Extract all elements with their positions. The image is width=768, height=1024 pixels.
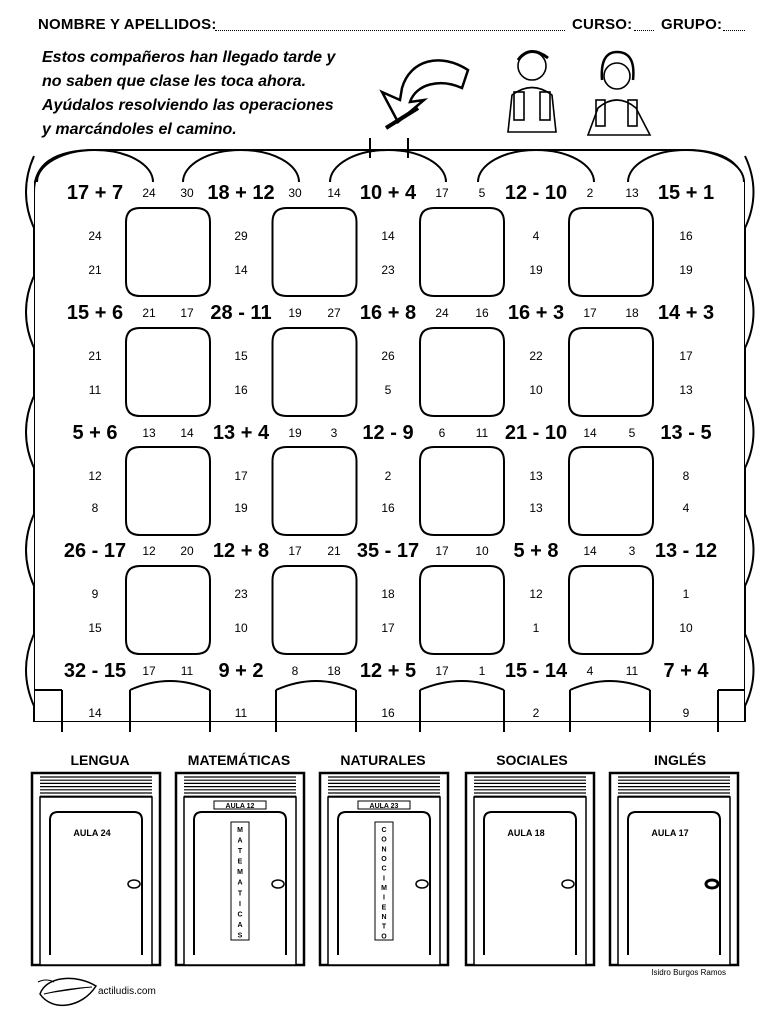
answer-number: 29 xyxy=(234,229,248,243)
answer-number: 17 xyxy=(180,306,194,320)
expression: 12 + 8 xyxy=(212,540,270,562)
answer-number: 13 xyxy=(529,469,543,483)
answer-number: 13 xyxy=(679,383,693,397)
answer-number: 21 xyxy=(88,263,102,277)
expression: 14 + 3 xyxy=(657,302,715,324)
answer-number: 4 xyxy=(682,501,690,515)
classroom-door xyxy=(176,773,304,965)
answer-number: 14 xyxy=(583,544,597,558)
answer-number: 16 xyxy=(381,706,395,720)
subject-matematicas: MATEMÁTICAS xyxy=(187,752,291,768)
classroom-door xyxy=(320,773,448,965)
door-sign-letter: M xyxy=(237,827,243,834)
door-sign-letter: E xyxy=(237,858,243,866)
answer-number: 17 xyxy=(583,306,597,320)
expression: 5 + 6 xyxy=(72,422,118,444)
classroom-door xyxy=(466,773,594,965)
door-sign-letter: O xyxy=(381,856,387,863)
answer-number: 18 xyxy=(381,587,395,601)
door-sign-letter: O xyxy=(381,836,387,844)
answer-number: 14 xyxy=(327,186,341,200)
door-sign-letter: M xyxy=(381,885,387,892)
answer-number: 5 xyxy=(384,383,392,397)
answer-number: 19 xyxy=(234,501,248,515)
answer-number: 26 xyxy=(381,349,395,363)
answer-number: 14 xyxy=(381,229,395,243)
subject-ingles: INGLÉS xyxy=(653,752,707,768)
instruction-line: no saben que clase les toca ahora. xyxy=(42,73,307,90)
answer-number: 9 xyxy=(91,587,99,601)
answer-number: 9 xyxy=(682,706,690,720)
answer-number: 8 xyxy=(682,469,690,483)
answer-number: 17 xyxy=(142,664,156,678)
answer-number: 14 xyxy=(88,706,102,720)
answer-number: 8 xyxy=(291,664,299,678)
answer-number: 21 xyxy=(327,544,341,558)
answer-number: 2 xyxy=(586,186,594,200)
answer-number: 11 xyxy=(234,706,248,720)
expression: 7 + 4 xyxy=(663,660,709,682)
answer-number: 16 xyxy=(234,383,248,397)
door-sign-letter: N xyxy=(381,914,387,921)
answer-number: 1 xyxy=(532,621,540,635)
answer-number: 11 xyxy=(625,664,639,678)
classroom-door xyxy=(610,773,738,965)
course-label: CURSO: xyxy=(572,16,633,33)
answer-number: 17 xyxy=(435,186,449,200)
door-plate-label: AULA 23 xyxy=(369,803,399,810)
expression: 12 + 5 xyxy=(359,660,417,682)
door-plate-label: AULA 12 xyxy=(225,803,255,810)
answer-number: 17 xyxy=(234,469,248,483)
answer-number: 21 xyxy=(142,306,156,320)
door-sign-letter: M xyxy=(237,869,243,877)
expression: 13 - 12 xyxy=(654,540,718,562)
door-handle-icon xyxy=(272,880,284,888)
door-handle-icon xyxy=(128,880,140,888)
answer-number: 12 xyxy=(529,587,543,601)
answer-number: 15 xyxy=(88,621,102,635)
expression: 12 - 9 xyxy=(362,422,414,444)
door-sign-letter: E xyxy=(381,904,387,912)
answer-number: 19 xyxy=(288,426,302,440)
answer-number: 17 xyxy=(381,621,395,635)
answer-number: 8 xyxy=(91,501,99,515)
answer-number: 19 xyxy=(529,263,543,277)
door-sign-letter: A xyxy=(237,879,243,887)
answer-number: 15 xyxy=(234,349,248,363)
door-room-label: AULA 24 xyxy=(73,828,111,838)
answer-number: 17 xyxy=(288,544,302,558)
subject-lengua: LENGUA xyxy=(70,752,130,768)
door-sign-letter: I xyxy=(239,900,241,908)
door-sign-letter: I xyxy=(383,875,385,883)
expression: 15 + 1 xyxy=(657,182,715,204)
expression: 15 - 14 xyxy=(504,660,568,682)
answer-number: 3 xyxy=(628,544,636,558)
answer-number: 24 xyxy=(88,229,102,243)
door-sign-letter: I xyxy=(383,894,385,902)
answer-number: 12 xyxy=(88,469,102,483)
answer-number: 19 xyxy=(288,306,302,320)
answer-number: 17 xyxy=(435,544,449,558)
answer-number: 14 xyxy=(180,426,194,440)
site-url: actiludis.com xyxy=(98,986,156,997)
expression: 18 + 12 xyxy=(207,182,275,204)
answer-number: 16 xyxy=(475,306,489,320)
classroom-door xyxy=(32,773,160,965)
door-handle-icon xyxy=(562,880,574,888)
answer-number: 11 xyxy=(475,426,489,440)
answer-number: 21 xyxy=(88,349,102,363)
instruction-line: Ayúdalos resolviendo las operaciones xyxy=(42,97,334,114)
author-credit: Isidro Burgos Ramos xyxy=(651,968,726,977)
answer-number: 10 xyxy=(529,383,543,397)
door-sign-letter: T xyxy=(237,890,243,898)
expression: 17 + 7 xyxy=(66,182,124,204)
door-handle-icon xyxy=(706,880,718,888)
leaf-logo-icon xyxy=(36,970,100,1018)
answer-number: 1 xyxy=(478,664,486,678)
door-sign-letter: A xyxy=(237,837,243,845)
expression: 32 - 15 xyxy=(63,660,127,682)
expression: 9 + 2 xyxy=(218,660,264,682)
answer-number: 13 xyxy=(529,501,543,515)
answer-number: 13 xyxy=(625,186,639,200)
answer-number: 27 xyxy=(327,306,341,320)
door-sign-letter: C xyxy=(381,865,387,873)
door-sign-letter: A xyxy=(237,921,243,929)
answer-number: 18 xyxy=(327,664,341,678)
door-sign-letter: N xyxy=(381,846,387,854)
answer-number: 2 xyxy=(384,469,392,483)
answer-number: 5 xyxy=(628,426,636,440)
expression: 35 - 17 xyxy=(356,540,420,562)
answer-number: 4 xyxy=(532,229,540,243)
expression: 13 + 4 xyxy=(212,422,270,444)
expression: 13 - 5 xyxy=(660,422,712,444)
answer-number: 19 xyxy=(679,263,693,277)
answer-number: 24 xyxy=(142,186,156,200)
expression: 28 - 11 xyxy=(210,302,272,324)
answer-number: 10 xyxy=(234,621,248,635)
expression: 10 + 4 xyxy=(359,182,417,204)
expression: 26 - 17 xyxy=(63,540,127,562)
subject-sociales: SOCIALES xyxy=(496,752,568,768)
answer-number: 24 xyxy=(435,306,449,320)
answer-number: 4 xyxy=(586,664,594,678)
door-sign-letter: C xyxy=(237,911,243,919)
answer-number: 20 xyxy=(180,544,194,558)
answer-number: 10 xyxy=(475,544,489,558)
expression: 21 - 10 xyxy=(504,422,568,444)
answer-number: 14 xyxy=(234,263,248,277)
expression: 5 + 8 xyxy=(513,540,559,562)
door-sign-letter: C xyxy=(381,827,387,834)
door-sign-letter: O xyxy=(381,933,387,941)
expression: 16 + 8 xyxy=(359,302,417,324)
answer-number: 30 xyxy=(180,186,194,200)
answer-number: 17 xyxy=(679,349,693,363)
answer-number: 22 xyxy=(529,349,543,363)
door-room-label: AULA 17 xyxy=(651,828,689,838)
answer-number: 18 xyxy=(625,306,639,320)
answer-number: 11 xyxy=(88,383,102,397)
door-room-label: AULA 18 xyxy=(507,828,545,838)
answer-number: 13 xyxy=(142,426,156,440)
group-label: GRUPO: xyxy=(661,16,723,33)
door-handle-icon xyxy=(416,880,428,888)
answer-number: 16 xyxy=(381,501,395,515)
answer-number: 23 xyxy=(234,587,248,601)
answer-number: 30 xyxy=(288,186,302,200)
answer-number: 5 xyxy=(478,186,486,200)
instruction-line: y marcándoles el camino. xyxy=(42,121,237,138)
name-label: NOMBRE Y APELLIDOS: xyxy=(38,16,217,33)
door-sign-letter: T xyxy=(237,848,243,856)
answer-number: 3 xyxy=(330,426,338,440)
answer-number: 10 xyxy=(679,621,693,635)
expression: 12 - 10 xyxy=(504,182,568,204)
answer-number: 16 xyxy=(679,229,693,243)
answer-number: 1 xyxy=(682,587,690,601)
answer-number: 17 xyxy=(435,664,449,678)
door-sign-letter: S xyxy=(237,932,243,940)
expression: 15 + 6 xyxy=(66,302,124,324)
subject-naturales: NATURALES xyxy=(340,752,426,768)
expression: 16 + 3 xyxy=(507,302,565,324)
answer-number: 23 xyxy=(381,263,395,277)
answer-number: 2 xyxy=(532,706,540,720)
answer-number: 6 xyxy=(438,426,446,440)
answer-number: 12 xyxy=(142,544,156,558)
door-sign-letter: T xyxy=(381,923,387,931)
answer-number: 11 xyxy=(180,664,194,678)
instruction-line: Estos compañeros han llegado tarde y xyxy=(42,49,336,66)
answer-number: 14 xyxy=(583,426,597,440)
